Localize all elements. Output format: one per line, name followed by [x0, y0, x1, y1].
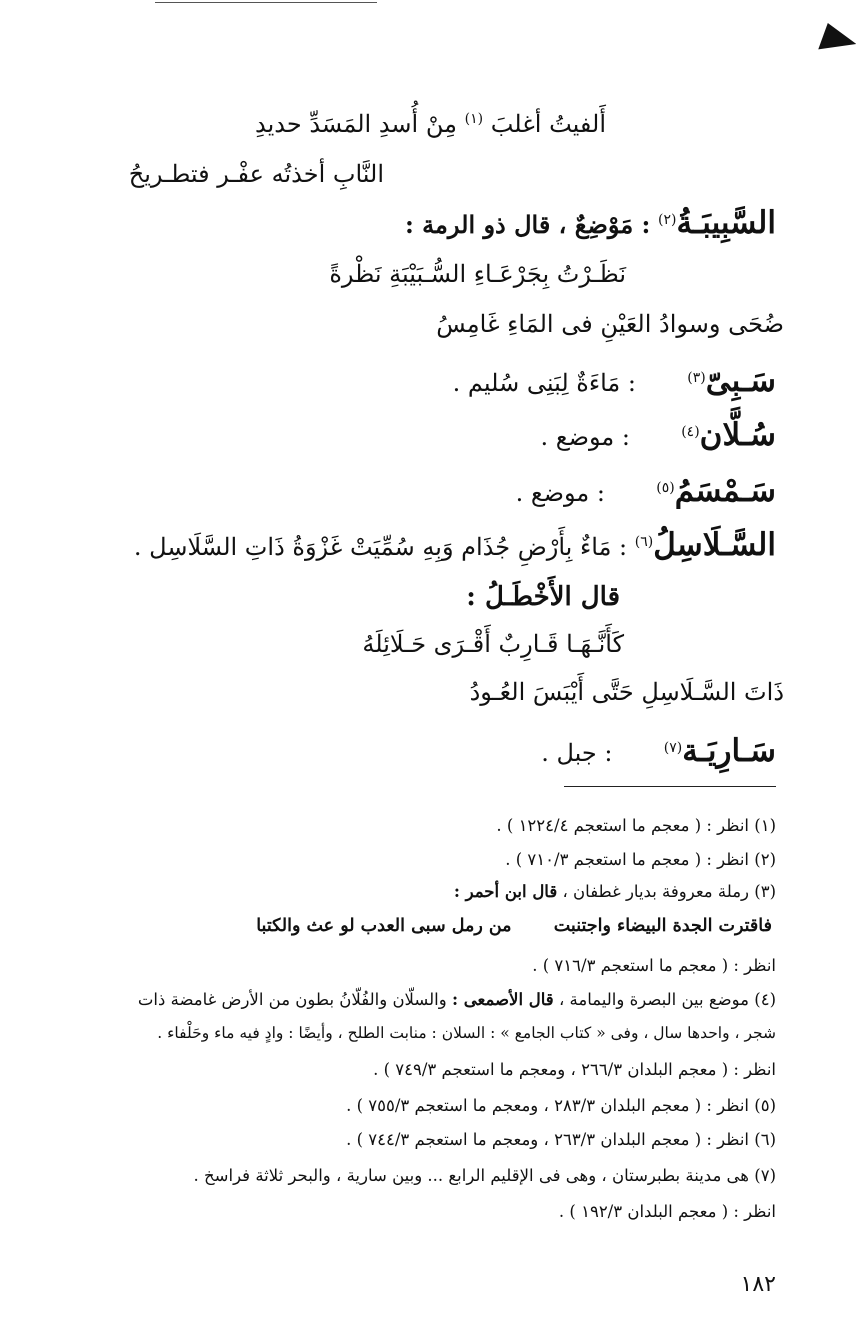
- verse-1-part-b: مِنْ أُسدِ المَسَدِّ حديدِ: [254, 110, 457, 138]
- footnote-ref-2: (٢): [658, 212, 677, 228]
- headword: سَـبِىّ: [705, 363, 776, 399]
- entry-definition: : مَاءَةٌ لِبَنِى سُليم .: [452, 369, 636, 397]
- entry-definition: : موضع .: [540, 423, 630, 451]
- verse-line-2: النَّابِ أخذتُه عفْـر فتطـريحُ: [128, 160, 384, 188]
- verse-1-part-a: أَلفيتُ أغلبَ: [490, 110, 606, 138]
- footnote-5: (٥) انظر : ( معجم البلدان ٢٨٣/٣ ، ومعجم ما استعجم ٧٥٥/٣ ) .: [346, 1096, 776, 1115]
- footnote-separator: [564, 786, 776, 787]
- entry-sabiba-verse-a: نَظَـرْتُ بِجَرْعَـاءِ السُّـبَيْبَةِ نَظْرةً: [329, 260, 626, 288]
- footnote-3: (٣) رملة معروفة بديار غطفان ، قال ابن أحمر :: [453, 882, 776, 901]
- verse-line-1: [255, 112, 606, 136]
- footnote-4-source: انظر : ( معجم البلدان ٢٦٦/٣ ، ومعجم ما استعجم ٧٤٩/٣ ) .: [373, 1060, 776, 1079]
- footnote-4-cont: شجر ، واحدها سال ، وفى « كتاب الجامع » : السلان : منابت الطلح ، وأيضًا : وادٍ فيه ماء وحَلْفاء .: [157, 1024, 776, 1042]
- entry-salasil-verse-b: ذَاتَ السَّـلَاسِلِ حَتَّى أَيْبَسَ العُـودُ: [469, 678, 784, 706]
- footnote-ref-4: (٤): [681, 424, 700, 440]
- footnote-3-source: انظر : ( معجم ما استعجم ٧١٦/٣ ) .: [532, 956, 776, 975]
- entry-salasil: [133, 527, 776, 563]
- entry-definition: : جبل .: [541, 739, 613, 767]
- page-number: ١٨٢: [740, 1272, 776, 1297]
- footnote-ref-5: (٥): [656, 480, 675, 496]
- footnote-ref-1: (١): [464, 111, 484, 127]
- entry-sallan: [540, 417, 776, 453]
- entry-samsam: [515, 473, 776, 509]
- entry-sabiy: [452, 363, 776, 399]
- entry-definition: : موضع .: [515, 479, 605, 507]
- footnote-ref-7: (٧): [663, 740, 683, 756]
- entry-salasil-quote-label: قال الأَخْطَـلُ :: [466, 582, 620, 612]
- footnote-1: (١) انظر : ( معجم ما استعجم ١٢٢٤/٤ ) .: [496, 816, 776, 835]
- footnote-7-source: انظر : ( معجم البلدان ١٩٢/٣ ) .: [558, 1202, 776, 1221]
- entry-definition: : مَوْضِعٌ ، قال ذو الرمة :: [404, 210, 651, 239]
- entry-definition: : مَاءٌ بِأَرْضِ جُذَام وَبِهِ سُمِّيَتْ غَزْوَةُ ذَاتِ السَّلَاسِل .: [133, 533, 628, 561]
- footnote-ref-3: (٣): [687, 370, 706, 386]
- footnote-6: (٦) انظر : ( معجم البلدان ٢٦٣/٣ ، ومعجم ما استعجم ٧٤٤/٣ ) .: [346, 1130, 776, 1149]
- entry-sariya: [541, 733, 776, 769]
- headword: سَـمْسَمُ: [674, 473, 776, 509]
- footnote-ref-6: (٦): [634, 534, 654, 550]
- headword: سُـلَّان: [699, 417, 776, 453]
- top-rule: [155, 2, 377, 3]
- entry-sabiba-verse-b: ضُحَى وسوادُ العَيْنِ فى المَاءِ غَامِسُ: [436, 310, 784, 338]
- headword: السَّبِيبَـةُ: [676, 205, 776, 241]
- headword: السَّـلَاسِلُ: [653, 527, 776, 563]
- entry-salasil-verse-a: كَأَنَّـهَـا قَـارِبٌ أَقْـرَى حَـلَائِلَهُ: [362, 630, 624, 658]
- entry-sabiba: [404, 205, 776, 241]
- footnote-3-verse: فاقترت الجدة البيضاء واجتنبت من رمل سبى العدب لو عث والكتبا: [256, 916, 772, 936]
- corner-arrow-mark: [818, 23, 856, 61]
- headword: سَـارِيَـة: [682, 733, 776, 769]
- footnote-7: (٧) هى مدينة بطبرستان ، وهى فى الإقليم الرابع ... وبين سارية ، والبحر ثلاثة فراسخ .: [193, 1166, 776, 1185]
- footnote-2: (٢) انظر : ( معجم ما استعجم ٧١٠/٣ ) .: [505, 850, 776, 869]
- footnote-4: (٤) موضع بين البصرة واليمامة ، قال الأصمعى : والسلّان والفُلّانُ بطون من الأرض غامضة ذات: [137, 990, 776, 1009]
